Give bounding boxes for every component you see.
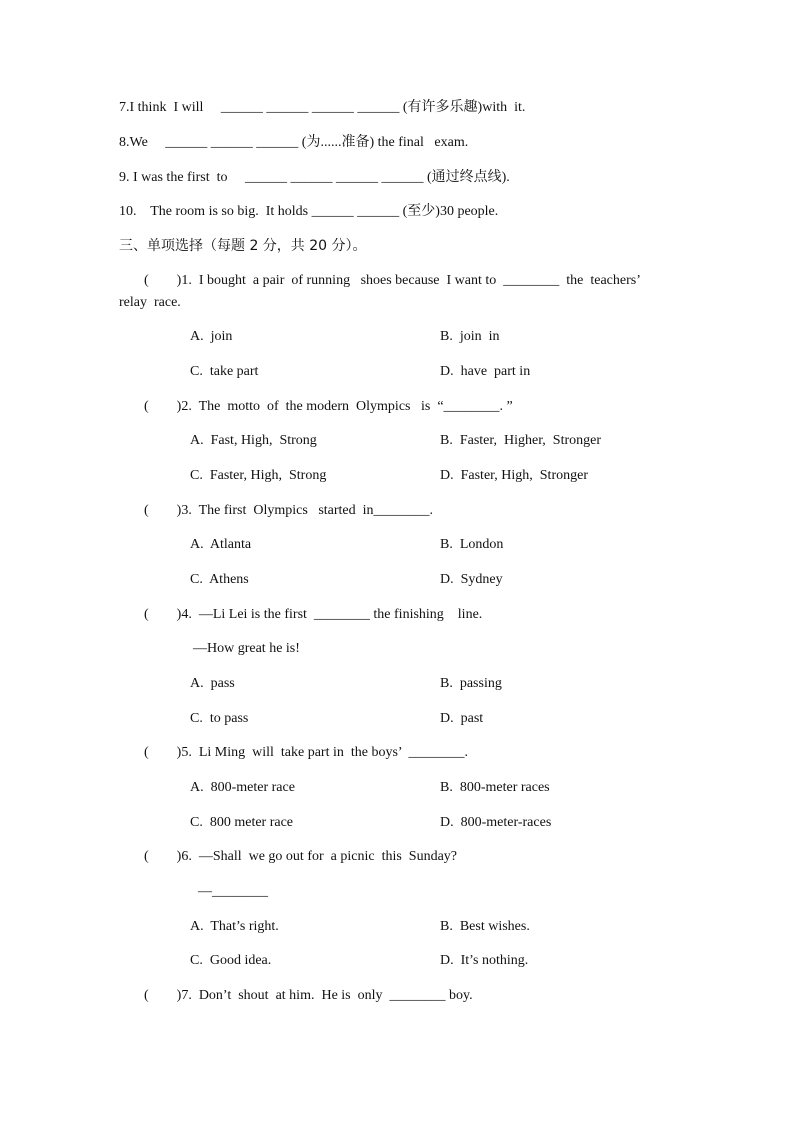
fill-in-item-8: 8.We ______ ______ ______ (为......准备) the final exam.: [119, 135, 469, 150]
question-1-stem: ( )1. I bought a pair of running shoes because I want to ________ the teachers’: [144, 273, 641, 288]
question-6-response: —________: [198, 884, 268, 899]
fill-in-item-9: 9. I was the first to ______ ______ ______ ______ (通过终点线).: [119, 170, 510, 185]
question-6-option-a: A. That’s right.: [190, 919, 279, 934]
question-4-stem: ( )4. —Li Lei is the first ________ the finishing line.: [144, 607, 483, 622]
question-1-stem-continued: relay race.: [119, 295, 181, 310]
question-4-option-d: D. past: [440, 711, 484, 726]
question-3-option-b: B. London: [440, 537, 504, 552]
question-5-option-c: C. 800 meter race: [190, 815, 294, 830]
question-4-option-c: C. to pass: [190, 711, 249, 726]
question-3-option-a: A. Atlanta: [190, 537, 252, 552]
question-1-option-a: A. join: [190, 329, 233, 344]
question-1-option-d: D. have part in: [440, 364, 531, 379]
question-5-stem: ( )5. Li Ming will take part in the boys’ ________.: [144, 745, 469, 760]
question-4-option-b: B. passing: [440, 676, 502, 691]
question-2-option-a: A. Fast, High, Strong: [190, 433, 317, 448]
fill-in-item-7: 7.I think I will ______ ______ ______ ______ (有许多乐趣)with it.: [119, 100, 526, 115]
question-6-option-d: D. It’s nothing.: [440, 953, 529, 968]
question-3-option-d: D. Sydney: [440, 572, 503, 587]
question-7-stem: ( )7. Don’t shout at him. He is only ________ boy.: [144, 988, 473, 1003]
question-3-option-c: C. Athens: [190, 572, 249, 587]
question-2-option-b: B. Faster, Higher, Stronger: [440, 433, 602, 448]
question-6-stem: ( )6. —Shall we go out for a picnic this Sunday?: [144, 849, 458, 864]
fill-in-item-10: 10. The room is so big. It holds ______ ______ (至少)30 people.: [119, 204, 499, 219]
question-1-option-c: C. take part: [190, 364, 259, 379]
question-2-option-c: C. Faster, High, Strong: [190, 468, 327, 483]
question-5-option-d: D. 800-meter-races: [440, 815, 552, 830]
question-2-stem: ( )2. The motto of the modern Olympics is “________. ”: [144, 399, 513, 414]
question-6-option-c: C. Good idea.: [190, 953, 272, 968]
question-4-response: —How great he is!: [193, 641, 300, 656]
question-3-stem: ( )3. The first Olympics started in________.: [144, 503, 434, 518]
question-1-option-b: B. join in: [440, 329, 500, 344]
question-6-option-b: B. Best wishes.: [440, 919, 530, 934]
question-5-option-a: A. 800-meter race: [190, 780, 295, 795]
question-2-option-d: D. Faster, High, Stronger: [440, 468, 588, 483]
question-4-option-a: A. pass: [190, 676, 235, 691]
question-5-option-b: B. 800-meter races: [440, 780, 550, 795]
section-title: 三、单项选择（每题 2 分，共 20 分）。: [119, 238, 367, 254]
